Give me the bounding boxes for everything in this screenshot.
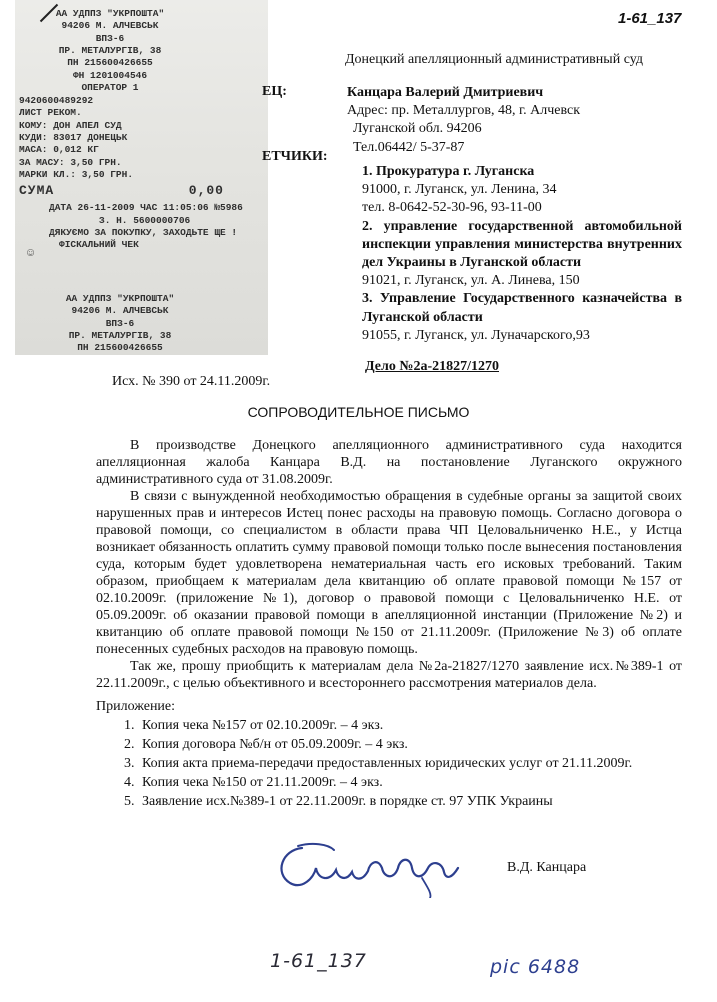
receipt-row (19, 157, 159, 169)
body-paragraph: Так же, прошу приобщить к материалам дела №2а-21827/1270 заявление исх.№389-1 от 22.11.2009г., с целью объективного и всестороннего рассмотрения материалов дела. (96, 659, 682, 691)
receipt-footer-line: 94206 М. АЛЧЕВСЬК ВПЗ-6 (71, 305, 169, 329)
receipt-line: 9420600489292 (19, 95, 94, 106)
receipt-check-no: З. Н. 5600000706 (99, 214, 191, 226)
case-number: Дело №2а-21827/1270 (365, 359, 499, 374)
receipt-header-line: ПР. МЕТАЛУРГІВ, 38 (58, 45, 162, 57)
plaintiff-address: Адрес: пр. Металлургов, 48, г. Алчевск (347, 103, 581, 119)
appendix-title: Приложение: (96, 699, 176, 714)
respondent-address: 91000, г. Луганск, ул. Ленина, 34 (362, 182, 557, 198)
plaintiff-label: ЕЦ: (262, 84, 287, 99)
respondents-label: ЕТЧИКИ: (262, 149, 328, 164)
plaintiff-phone: Тел.06442/ 5-37-87 (353, 139, 465, 155)
receipt-header (45, 8, 175, 94)
receipt-row (19, 169, 169, 181)
receipt-header-line: ПН 215600426655 (67, 57, 153, 69)
receipt-row-value: 3,50 ГРН. (81, 169, 134, 181)
receipt-header-line: ОПЕРАТОР 1 (81, 82, 139, 94)
receipt-header-line: ФН 1201004546 (72, 69, 148, 81)
receipt-line: КУДИ: 83017 ДОНЕЦЬК (19, 132, 128, 144)
receipt-sum (19, 183, 224, 200)
appendix-item: 1. Копия чека №157 от 02.10.2009г. – 4 экз. (138, 716, 682, 735)
postal-receipt (15, 0, 268, 355)
respondent-entry (362, 218, 682, 291)
receipt-footer-line: ПР. МЕТАЛУРГІВ, 38 (68, 330, 172, 342)
document-code: 1-61_137 (618, 10, 682, 27)
plaintiff-name: Канцара Валерий Дмитриевич (347, 85, 544, 100)
appendix-item: 5. Заявление исх.№389-1 от 22.11.2009г. в порядке ст. 97 УПК Украины (138, 792, 682, 811)
respondent-entry (362, 163, 682, 218)
outgoing-number: Исх. № 390 от 24.11.2009г. (112, 374, 271, 389)
respondent-phone: тел. 8-0642-52-30-96, 93-11-00 (362, 200, 542, 216)
respondent-entry (362, 290, 682, 345)
receipt-header-line: 94206 М. АЛЧЕВСЬК ВПЗ-6 (61, 20, 159, 44)
receipt-fiscal: ФІСКАЛЬНИЙ ЧЕК (59, 239, 139, 251)
appendix-block (96, 697, 682, 811)
respondent-org: 3. Управление Государственного казначейства в Луганской области (362, 291, 682, 325)
respondent-org: 2. управление государственной автомобильной инспекции управления министерства внутренних дел Украины в Луганской области (362, 218, 682, 270)
body-paragraph: В производстве Донецкого апелляционного административного суда находится апелляционная жалоба Канцара В.Д. на постановление Луганского окружного административного суда от 31.08.2009г. (96, 438, 682, 487)
receipt-sum-value: 0,00 (188, 183, 224, 199)
receipt-row-label: ЗА МАСУ: (19, 156, 65, 168)
receipt-row-label: МАРКИ КЛ.: (19, 169, 77, 181)
receipt-date: ДАТА 26-11-2009 ЧАС 11:05:06 №5986 (49, 202, 243, 214)
respondent-address: 91021, г. Луганск, ул. А. Линева, 150 (362, 273, 580, 289)
appendix-item: 3. Копия акта приема-передачи предоставленных юридических услуг от 21.11.2009г. (138, 754, 682, 773)
receipt-footer-line: ПН 215600426655 (77, 342, 163, 354)
handwritten-number: 1-61_137 (270, 950, 367, 972)
receipt-footer-line: АА УДППЗ "УКРПОШТА" (65, 293, 175, 304)
respondents-block (362, 163, 682, 345)
respondent-org: 1. Прокуратура г. Луганска (362, 164, 535, 179)
receipt-body (19, 95, 259, 252)
court-name: Донецкий апелляционный административный суд (345, 52, 643, 67)
letter-body (96, 437, 682, 692)
receipt-sum-label: СУМА (19, 183, 55, 199)
receipt-line: МАСА: 0,012 КГ (19, 144, 99, 156)
receipt-line: ЛИСТ РЕКОМ. (19, 107, 82, 119)
signer-name: В.Д. Канцара (507, 860, 587, 875)
receipt-row-value: 3,50 ГРН. (70, 156, 122, 168)
handwritten-note: pic 6488 (490, 956, 581, 978)
body-paragraph: В связи с вынужденной необходимостью обращения в судебные органы за защитой своих нарушенных прав и интересов Истец понес расходы на правовую помощь. Согласно договора о правовой помощи, со специалистом в области права ЧП Целовальниченко Н.Е., у Истца возникает обязанность оплатить сумму правовой помощи только после вынесения постановления суда, которым будет удовлетворена нематериальная часть его исковых требований. Таким образом, приобщаем к материалам дела квитанцию об оплате правовой помощи №157 от 02.10.2009г. (приложение №1), договор о правовой помощи с Целовальниченко Н.Е. от 05.09.2009г. об оказании правовой помощи в апелляционной инстанции (Приложение №2) и квитанцию об оплате правовой помощи №150 от 21.11.2009г. (Приложение №3) об оплате понесенных судебных расходов на правовую помощь. (96, 489, 682, 657)
document-title: СОПРОВОДИТЕЛЬНОЕ ПИСЬМО (247, 404, 470, 420)
appendix-list (96, 716, 682, 811)
receipt-thanks: ДЯКУЄМО ЗА ПОКУПКУ, ЗАХОДЬТЕ ЩЕ ! (49, 226, 238, 238)
receipt-logo-icon: ☺ (27, 246, 35, 260)
appendix-item: 4. Копия чека №150 от 21.11.2009г. – 4 экз. (138, 773, 682, 792)
respondent-address: 91055, г. Луганск, ул. Луначарского,93 (362, 327, 590, 343)
plaintiff-address-region: Луганской обл. 94206 (353, 121, 482, 137)
plaintiff-block (347, 84, 677, 157)
receipt-header-line: АА УДППЗ "УКРПОШТА" (55, 8, 165, 19)
handwritten-signature (272, 838, 472, 903)
receipt-footer (60, 293, 180, 355)
receipt-line: КОМУ: ДОН АПЕЛ СУД (19, 119, 122, 131)
appendix-item: 2. Копия договора №б/н от 05.09.2009г. – 4 экз. (138, 735, 682, 754)
